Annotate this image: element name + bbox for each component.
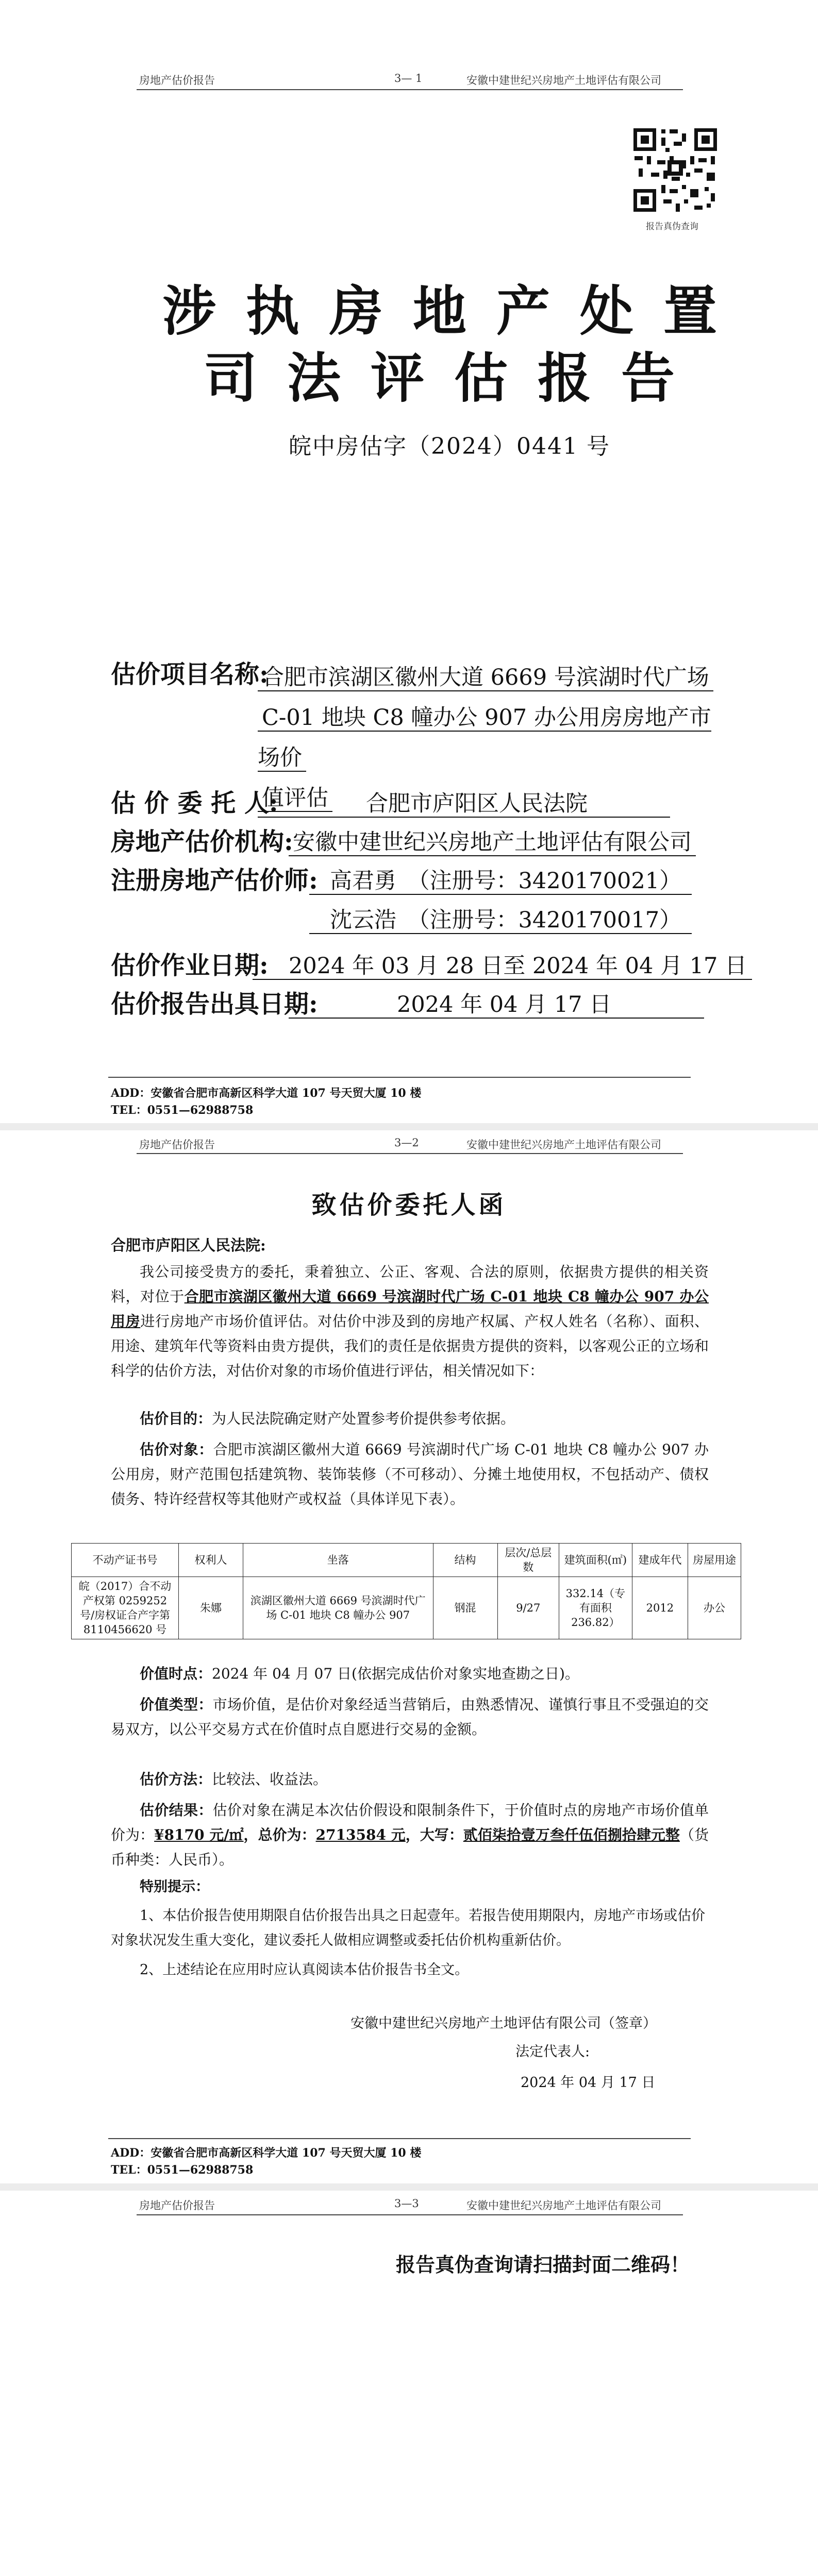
header-page-no: 3—2	[394, 1137, 419, 1149]
special-note-label: 特别提示：	[140, 1879, 209, 1895]
result-label: 估价结果：	[140, 1802, 213, 1819]
note-1: 1、本估价报告使用期限自估价报告出具之日起壹年。若报告使用期限内，房地产市场或估价对象状况发生重大变化，建议委托人做相应调整或委托估价机构重新估价。	[111, 1908, 706, 1948]
intro-paragraph	[111, 1260, 709, 1383]
unit-price: ¥8170 元/㎡	[154, 1826, 244, 1843]
cover-title-line2: 司法评估报告	[204, 346, 705, 410]
intro-text-a: 我公司接受贵方的委托，秉着独立、公正、客观、合法的原则，依据贵方提供的相关资料，对位于	[111, 1263, 709, 1305]
total-price: 2713584 元	[315, 1826, 406, 1843]
th-structure: 结构	[433, 1544, 497, 1577]
project-line2: C-01 地块 C8 幢办公 907 办公用房房地产市场价	[258, 705, 711, 771]
page-separator	[0, 1123, 818, 1130]
purpose-text: 为人民法院确定财产处置参考价提供参考依据。	[212, 1410, 515, 1427]
header-left: 房地产估价报告	[139, 1139, 215, 1151]
result-text-c: ，大写：	[405, 1826, 463, 1843]
signer-representative: 法定代表人:	[515, 2044, 590, 2060]
object-paragraph	[111, 1437, 709, 1512]
issue-value: 2024 年 04 月 17 日	[289, 992, 704, 1019]
td-floor: 9/27	[497, 1577, 559, 1639]
table-header-row	[72, 1544, 741, 1577]
result-text-a: 估价对象在满足本次估价假设和限制条件下，于价值时点的房地产市场价值单价为：	[111, 1802, 709, 1843]
header-rule	[137, 2214, 683, 2215]
table-row	[72, 1577, 741, 1639]
footer-rule	[108, 1077, 691, 1078]
method-text: 比较法、收益法。	[212, 1771, 328, 1788]
signer-date: 2024 年 04 月 17 日	[521, 2075, 656, 2091]
object-text: 合肥市滨湖区徽州大道 6669 号滨湖时代广场 C-01 地块 C8 幢办公 907 办公用房，财产范围包括建筑物、装饰装修（不可移动）、分摊土地使用权，不包括动产、债权债务、特许经营权等其他财产或权益（具体详见下表）。	[111, 1441, 709, 1507]
qr-code	[631, 126, 719, 214]
client-value: 合肥市庐阳区人民法院	[258, 791, 670, 818]
appraiser-2: 沈云浩 （注册号：3420170017）	[309, 907, 692, 934]
th-owner: 权利人	[179, 1544, 243, 1577]
purpose-paragraph	[111, 1406, 709, 1431]
header-left: 房地产估价报告	[139, 2199, 215, 2212]
appraiser2-wrap	[309, 903, 692, 934]
footer-tel: TEL：0551—62988758	[111, 1104, 254, 1117]
header-rule	[137, 1153, 683, 1154]
appraiser1-wrap	[309, 863, 692, 895]
qr-caption: 报告真伪查询	[646, 222, 698, 232]
letter-title: 致估价委托人函	[311, 1191, 507, 1219]
result-text-b: ，总价为：	[243, 1826, 316, 1843]
value-type-text: 市场价值，是估价对象经适当营销后，由熟悉情况、谨慎行事且不受强迫的交易双方，以公平交易方式在价值时点自愿进行交易的金额。	[111, 1696, 709, 1738]
value-date-text: 2024 年 04 月 07 日(依据完成估价对象实地查勘之日)。	[212, 1665, 579, 1682]
total-caps: 贰佰柒拾壹万叁仟伍佰捌拾肆元整	[463, 1826, 680, 1843]
signer-company: 安徽中建世纪兴房地产土地评估有限公司（签章）	[350, 2015, 657, 2031]
date-value-wrap	[253, 948, 752, 980]
th-usage: 房屋用途	[688, 1544, 741, 1577]
agency-value-wrap	[289, 825, 696, 856]
th-cert: 不动产证书号	[72, 1544, 179, 1577]
project-label: 估价项目名称:	[111, 660, 269, 689]
report-number: 皖中房估字（2024）0441 号	[289, 433, 610, 460]
agency-label: 房地产估价机构:	[111, 827, 293, 856]
property-table	[71, 1543, 741, 1639]
cover-title-line1: 涉执房地产处置	[162, 279, 747, 343]
addressee: 合肥市庐阳区人民法院:	[111, 1236, 266, 1254]
header-company: 安徽中建世纪兴房地产土地评估有限公司	[466, 74, 661, 87]
page-separator	[0, 2183, 818, 2191]
header-page-no: 3— 1	[394, 72, 423, 84]
client-value-wrap	[258, 786, 670, 818]
header-rule	[137, 89, 683, 90]
client-label: 估 价 委 托 人:	[111, 789, 278, 818]
verification-message: 报告真伪查询请扫描封面二维码！	[396, 2253, 690, 2276]
footer-rule	[108, 2138, 691, 2139]
agency-value: 安徽中建世纪兴房地产土地评估有限公司	[289, 829, 696, 856]
th-location: 坐落	[243, 1544, 433, 1577]
method-label: 估价方法：	[140, 1771, 212, 1788]
appraiser-label: 注册房地产估价师:	[111, 866, 318, 895]
object-label: 估价对象：	[140, 1441, 213, 1458]
td-usage: 办公	[688, 1577, 741, 1639]
td-cert: 皖（2017）合不动产权第 0259252 号/房权证合产字第 8110456620 号	[72, 1577, 179, 1639]
note-2: 2、上述结论在应用时应认真阅读本估价报告书全文。	[140, 1962, 469, 1978]
th-area: 建筑面积(㎡)	[559, 1544, 632, 1577]
date-value: 2024 年 03 月 28 日至 2024 年 04 月 17 日	[253, 953, 752, 980]
method-paragraph	[111, 1767, 709, 1792]
value-type-paragraph	[111, 1692, 709, 1742]
header-company: 安徽中建世纪兴房地产土地评估有限公司	[466, 1139, 661, 1151]
th-floor: 层次/总层数	[497, 1544, 559, 1577]
issue-label: 估价报告出具日期:	[111, 990, 318, 1019]
td-owner: 朱娜	[179, 1577, 243, 1639]
td-location: 滨湖区徽州大道 6669 号滨湖时代广场 C-01 地块 C8 幢办公 907	[243, 1577, 433, 1639]
project-line3: 值评估	[258, 785, 332, 812]
td-area: 332.14（专有面积 236.82）	[559, 1577, 632, 1639]
th-year: 建成年代	[632, 1544, 688, 1577]
footer-tel: TEL：0551—62988758	[111, 2163, 254, 2177]
issue-value-wrap	[289, 987, 704, 1019]
result-paragraph	[111, 1798, 709, 1872]
value-type-label: 价值类型：	[140, 1696, 213, 1713]
appraiser-1: 高君勇 （注册号：3420170021）	[309, 868, 692, 895]
intro-text-c: 进行房地产市场价值评估。对估价中涉及到的房地产权属、产权人姓名（名称）、面积、用途、建筑年代等资料由贵方提供，我们的责任是依据贵方提供的资料，以客观公正的立场和科学的估价方法，对估价对象的市场价值进行评估，相关情况如下：	[111, 1313, 709, 1379]
header-left: 房地产估价报告	[139, 74, 215, 87]
footer-address: ADD：安徽省合肥市高新区科学大道 107 号天贸大厦 10 楼	[111, 2146, 422, 2160]
header-page-no: 3—3	[394, 2197, 419, 2210]
footer-address: ADD：安徽省合肥市高新区科学大道 107 号天贸大厦 10 楼	[111, 1087, 422, 1100]
value-date-label: 价值时点：	[140, 1665, 212, 1682]
project-line1: 合肥市滨湖区徽州大道 6669 号滨湖时代广场	[258, 665, 713, 691]
intro-address: 合肥市滨湖区徽州大道 6669 号滨湖时代广场 C-01 地块 C8 幢办公 907 办公用房	[111, 1288, 709, 1330]
header-company: 安徽中建世纪兴房地产土地评估有限公司	[466, 2199, 661, 2212]
result-text-d: （货币种类：人民币）。	[111, 1826, 709, 1868]
td-structure: 钢混	[433, 1577, 497, 1639]
date-label: 估价作业日期:	[111, 951, 269, 980]
purpose-label: 估价目的：	[140, 1410, 212, 1427]
value-date-paragraph	[111, 1662, 709, 1686]
td-year: 2012	[632, 1577, 688, 1639]
